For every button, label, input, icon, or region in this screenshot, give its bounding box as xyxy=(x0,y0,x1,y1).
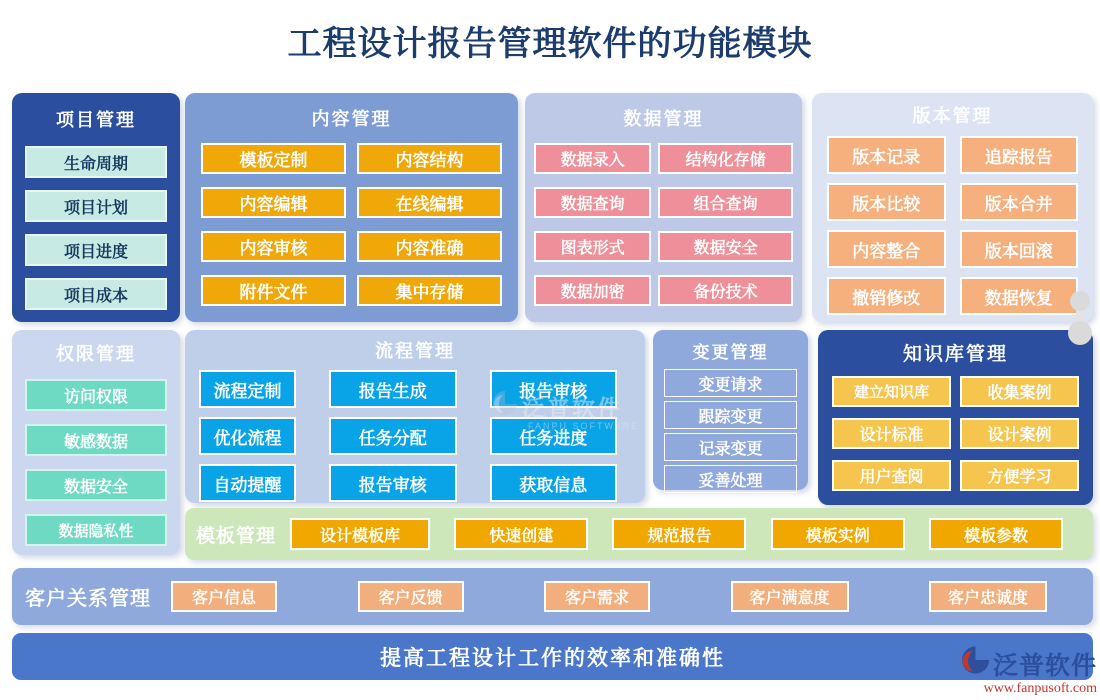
module-item: 数据录入 xyxy=(534,143,651,174)
watermark-subtitle: FANPU SOFTWARE xyxy=(528,421,640,431)
module-item: 内容结构 xyxy=(357,143,502,174)
fanpu-logo-icon xyxy=(961,645,990,682)
module-item: 内容准确 xyxy=(357,231,502,262)
module-item-project-cost: 项目成本 xyxy=(25,278,167,310)
module-item: 版本比较 xyxy=(827,183,946,221)
module-item: 变更请求 xyxy=(664,369,797,397)
panel-change-management xyxy=(653,330,808,490)
panel-project-management xyxy=(12,93,180,322)
module-item: 设计模板库 xyxy=(290,518,430,550)
module-item: 自动提醒 xyxy=(199,464,296,502)
module-item: 设计标准 xyxy=(832,418,951,449)
panel-knowledge-base-management xyxy=(818,330,1093,505)
panel-content-management xyxy=(185,93,518,322)
module-item: 设计案例 xyxy=(960,418,1079,449)
panel-knowledge-title: 知识库管理 xyxy=(902,344,1008,365)
module-item: 客户满意度 xyxy=(731,581,849,612)
module-item: 模板实例 xyxy=(771,518,905,550)
module-item: 附件文件 xyxy=(201,275,346,306)
module-item: 数据安全 xyxy=(658,231,793,262)
module-item-lifecycle: 生命周期 xyxy=(25,146,167,178)
panel-data-management xyxy=(525,93,802,322)
module-item: 在线编辑 xyxy=(357,187,502,218)
module-item: 记录变更 xyxy=(664,433,797,461)
module-item: 建立知识库 xyxy=(832,376,951,407)
module-item: 数据隐私性 xyxy=(25,514,167,546)
footer-slogan-bar: 提高工程设计工作的效率和准确性 xyxy=(12,633,1093,680)
panel-process-management xyxy=(185,330,645,503)
module-item: 报告审核 xyxy=(490,370,618,408)
fanpu-brand xyxy=(961,645,1097,697)
module-item: 获取信息 xyxy=(490,464,618,502)
module-item: 数据恢复 xyxy=(960,277,1079,315)
module-item: 版本回滚 xyxy=(960,230,1079,268)
module-item: 备份技术 xyxy=(658,275,793,306)
brand-name: 泛普软件 xyxy=(992,651,1097,680)
module-item: 撤销修改 xyxy=(827,277,946,315)
panel-process-title: 流程管理 xyxy=(375,341,455,361)
module-item: 内容编辑 xyxy=(201,187,346,218)
module-item: 客户需求 xyxy=(544,581,650,612)
module-item: 版本合并 xyxy=(960,183,1079,221)
page-title: 工程设计报告管理软件的功能模块 xyxy=(287,26,813,63)
module-item: 妥善处理 xyxy=(664,465,797,493)
module-item: 敏感数据 xyxy=(25,424,167,456)
module-item-project-progress: 项目进度 xyxy=(25,234,167,266)
panel-permission-title: 权限管理 xyxy=(56,344,136,364)
panel-version-management xyxy=(812,93,1093,322)
panel-permission-management xyxy=(12,330,180,555)
module-item: 客户信息 xyxy=(171,581,277,612)
panel-project-title: 项目管理 xyxy=(56,110,136,130)
module-item: 访问权限 xyxy=(25,379,167,411)
module-item: 用户查阅 xyxy=(832,460,951,491)
panel-content-title: 内容管理 xyxy=(311,109,392,129)
module-item: 任务进度 xyxy=(490,417,618,455)
module-item: 数据查询 xyxy=(534,187,651,218)
module-item: 内容整合 xyxy=(827,230,946,268)
module-item: 数据加密 xyxy=(534,275,651,306)
module-item: 流程定制 xyxy=(199,370,296,408)
module-item: 收集案例 xyxy=(960,376,1079,407)
module-item: 规范报告 xyxy=(612,518,746,550)
module-item: 图表形式 xyxy=(534,231,651,262)
module-item-project-plan: 项目计划 xyxy=(25,190,167,222)
module-item: 报告审核 xyxy=(329,464,457,502)
module-item: 集中存储 xyxy=(357,275,502,306)
module-item: 组合查询 xyxy=(658,187,793,218)
module-item: 优化流程 xyxy=(199,417,296,455)
module-item: 数据安全 xyxy=(25,469,167,501)
module-item: 客户反馈 xyxy=(358,581,464,612)
module-item: 追踪报告 xyxy=(960,136,1079,174)
module-item: 内容审核 xyxy=(201,231,346,262)
module-item: 任务分配 xyxy=(329,417,457,455)
panel-change-title: 变更管理 xyxy=(692,343,769,362)
strip-template-management xyxy=(185,508,1093,560)
module-item: 跟踪变更 xyxy=(664,401,797,429)
module-item: 客户忠诚度 xyxy=(929,581,1047,612)
watermark-name: 泛普软件 xyxy=(522,395,622,421)
module-item: 方便学习 xyxy=(960,460,1079,491)
connector-pin-icon xyxy=(1066,291,1094,345)
panel-data-title: 数据管理 xyxy=(623,109,704,129)
module-item: 版本记录 xyxy=(827,136,946,174)
module-item: 模板参数 xyxy=(929,518,1063,550)
module-item: 报告生成 xyxy=(329,370,457,408)
brand-url: www.fanpusoft.com xyxy=(983,681,1097,696)
module-item: 快速创建 xyxy=(454,518,588,550)
strip-customer-relationship-management xyxy=(12,568,1093,625)
panel-version-title: 版本管理 xyxy=(912,106,993,126)
module-item: 结构化存储 xyxy=(658,143,793,174)
strip-template-title: 模板管理 xyxy=(196,525,277,547)
strip-customer-title: 客户关系管理 xyxy=(25,588,151,610)
module-item: 模板定制 xyxy=(201,143,346,174)
